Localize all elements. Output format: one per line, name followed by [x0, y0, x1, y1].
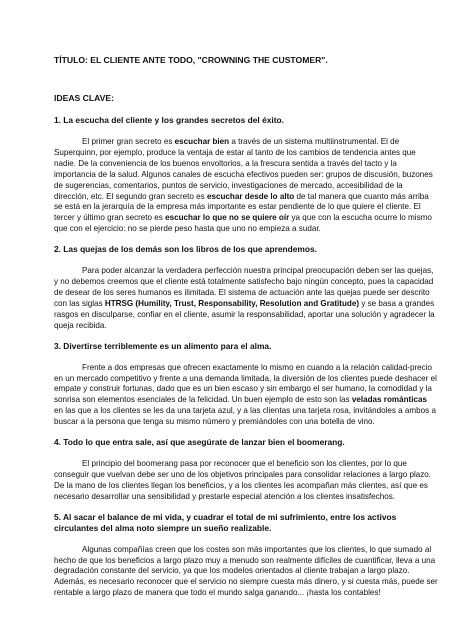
section-heading: 3. Divertirse terriblemente es un alimento para el alma.	[54, 340, 272, 351]
section-paragraph	[54, 545, 438, 600]
text-run: a través de un sistema multiinstrumental. El de Superquinn, por ejemplo, produce la ventaja de estar al tanto de los cambios de tendencia antes que nadie. De la conveniencia de los buenos envoltorios, a la frescura sentida a través del tacto y la importancia de la salud. Algunos canales de escucha efectivos pueden ser: grupos de discusión, buzones de sugerencias, comentarios, puntos de servicio, investigaciones de mercado, accesibilidad de la dirección, etc. El segundo gran secreto es	[54, 137, 433, 201]
text-run: El primer gran secreto es	[82, 137, 175, 146]
bold-phrase: veladas románticas	[351, 395, 427, 405]
bold-phrase: HTRSG (Humility, Trust, Responsability, Resolution and Gratitude)	[104, 298, 360, 308]
section-heading: 2. Las quejas de los demás son los libros de los que aprendemos.	[54, 244, 317, 255]
text-run: Para poder alcanzar la verdadera perfección nuestra principal preocupación deben ser las quejas, y no debemos creemos que el cliente está totalmente satisfecho bajo ningún concepto, pues la capacidad de desear de los seres humanos es ilimitada. El sistema de actuación ante las quejas puede ser descrito con las siglas	[54, 266, 434, 308]
section-paragraph	[54, 137, 438, 235]
section-heading: 5. Al sacar el balance de mi vida, y cuadrar el total de mi sufrimiento, entre los activos circulantes del alma noto siempre un sueño realizable.	[54, 511, 397, 533]
document-title: TÍTULO: EL CLIENTE ANTE TODO, "CROWNING THE CUSTOMER".	[54, 55, 328, 65]
text-run: El principio del boomerang pasa por reconocer que el beneficio son los clientes, por lo que conseguir que vuelvan debe ser uno de los objetivos principales para consolidar relaciones a largo plazo. De la mano de los clientes llegan los beneficios, y a los clientes les acompañan más clientes, así que es necesario desarrollar una sensibilidad y prestarle especial atención a los clientes insatisfechos.	[54, 459, 432, 501]
bold-phrase: escuchar bien	[174, 137, 230, 146]
section-paragraph	[54, 459, 438, 503]
bold-phrase: escuchar lo que no se quiere oír	[165, 213, 290, 223]
text-run: y se basa a grandes rasgos en disculparse, confiar en el cliente, asumir la responsabilidad, aportar una solución y agradecer la queja recibida.	[54, 298, 435, 330]
key-ideas-label: IDEAS CLAVE:	[54, 93, 115, 103]
section-paragraph	[54, 266, 438, 331]
text-run: Frente a dos empresas que ofrecen exactamente lo mismo en cuando a la relación calidad-precio en un mercado competitivo y frente a una demanda limitada, la diversión de los clientes puede deshacer el empate y construir fortunas, dado que es un bien escaso y sin embargo el ser humano, la comodidad y la sonrisa son elementos esenciales de la felicidad. Un buen ejemplo de esto son las	[54, 362, 437, 405]
text-run: Algunas compañías creen que los costes son más importantes que los clientes, lo que sumado al hecho de que los beneficios a largo plazo muy a menudo son realmente difíciles de cuantificar, lleva a una degradación constante del servicio, ya que los modelos orientados al cliente trabajan a largo plazo. Además, es necesario reconocer que el servicio no siempre cuesta más dinero, y si cuesta más, puede ser rentable a largo plazo de manera que todo el mundo salga ganando... ¡hasta los contables!	[54, 544, 438, 598]
sections-container	[54, 115, 438, 599]
text-run: ya que con la escucha ocurre lo mismo que con el ejercicio: no se pierde peso hasta que uno no empieza a sudar.	[54, 213, 432, 234]
text-run: en las que a los clientes se les da una tarjeta azul, y a las clientas una tarjeta rosa, invitándoles a ambos a buscar a la persona que tenga su mismo número y premiándoles con una botella de vino.	[54, 406, 436, 427]
bold-phrase: escuchar desde lo alto	[206, 191, 295, 201]
section-heading: 1. La escucha del cliente y los grandes secretos del éxito.	[54, 115, 284, 125]
text-run: de tal manera que cuanto más arriba se está en la jerarquía de la empresa más importante es estar pendiente de lo que quiere el cliente. El tercer y último gran secreto es	[54, 191, 429, 223]
section-heading: 4. Todo lo que entra sale, así que asegúrate de lanzar bien el boomerang.	[54, 437, 345, 448]
section-paragraph	[54, 363, 438, 428]
